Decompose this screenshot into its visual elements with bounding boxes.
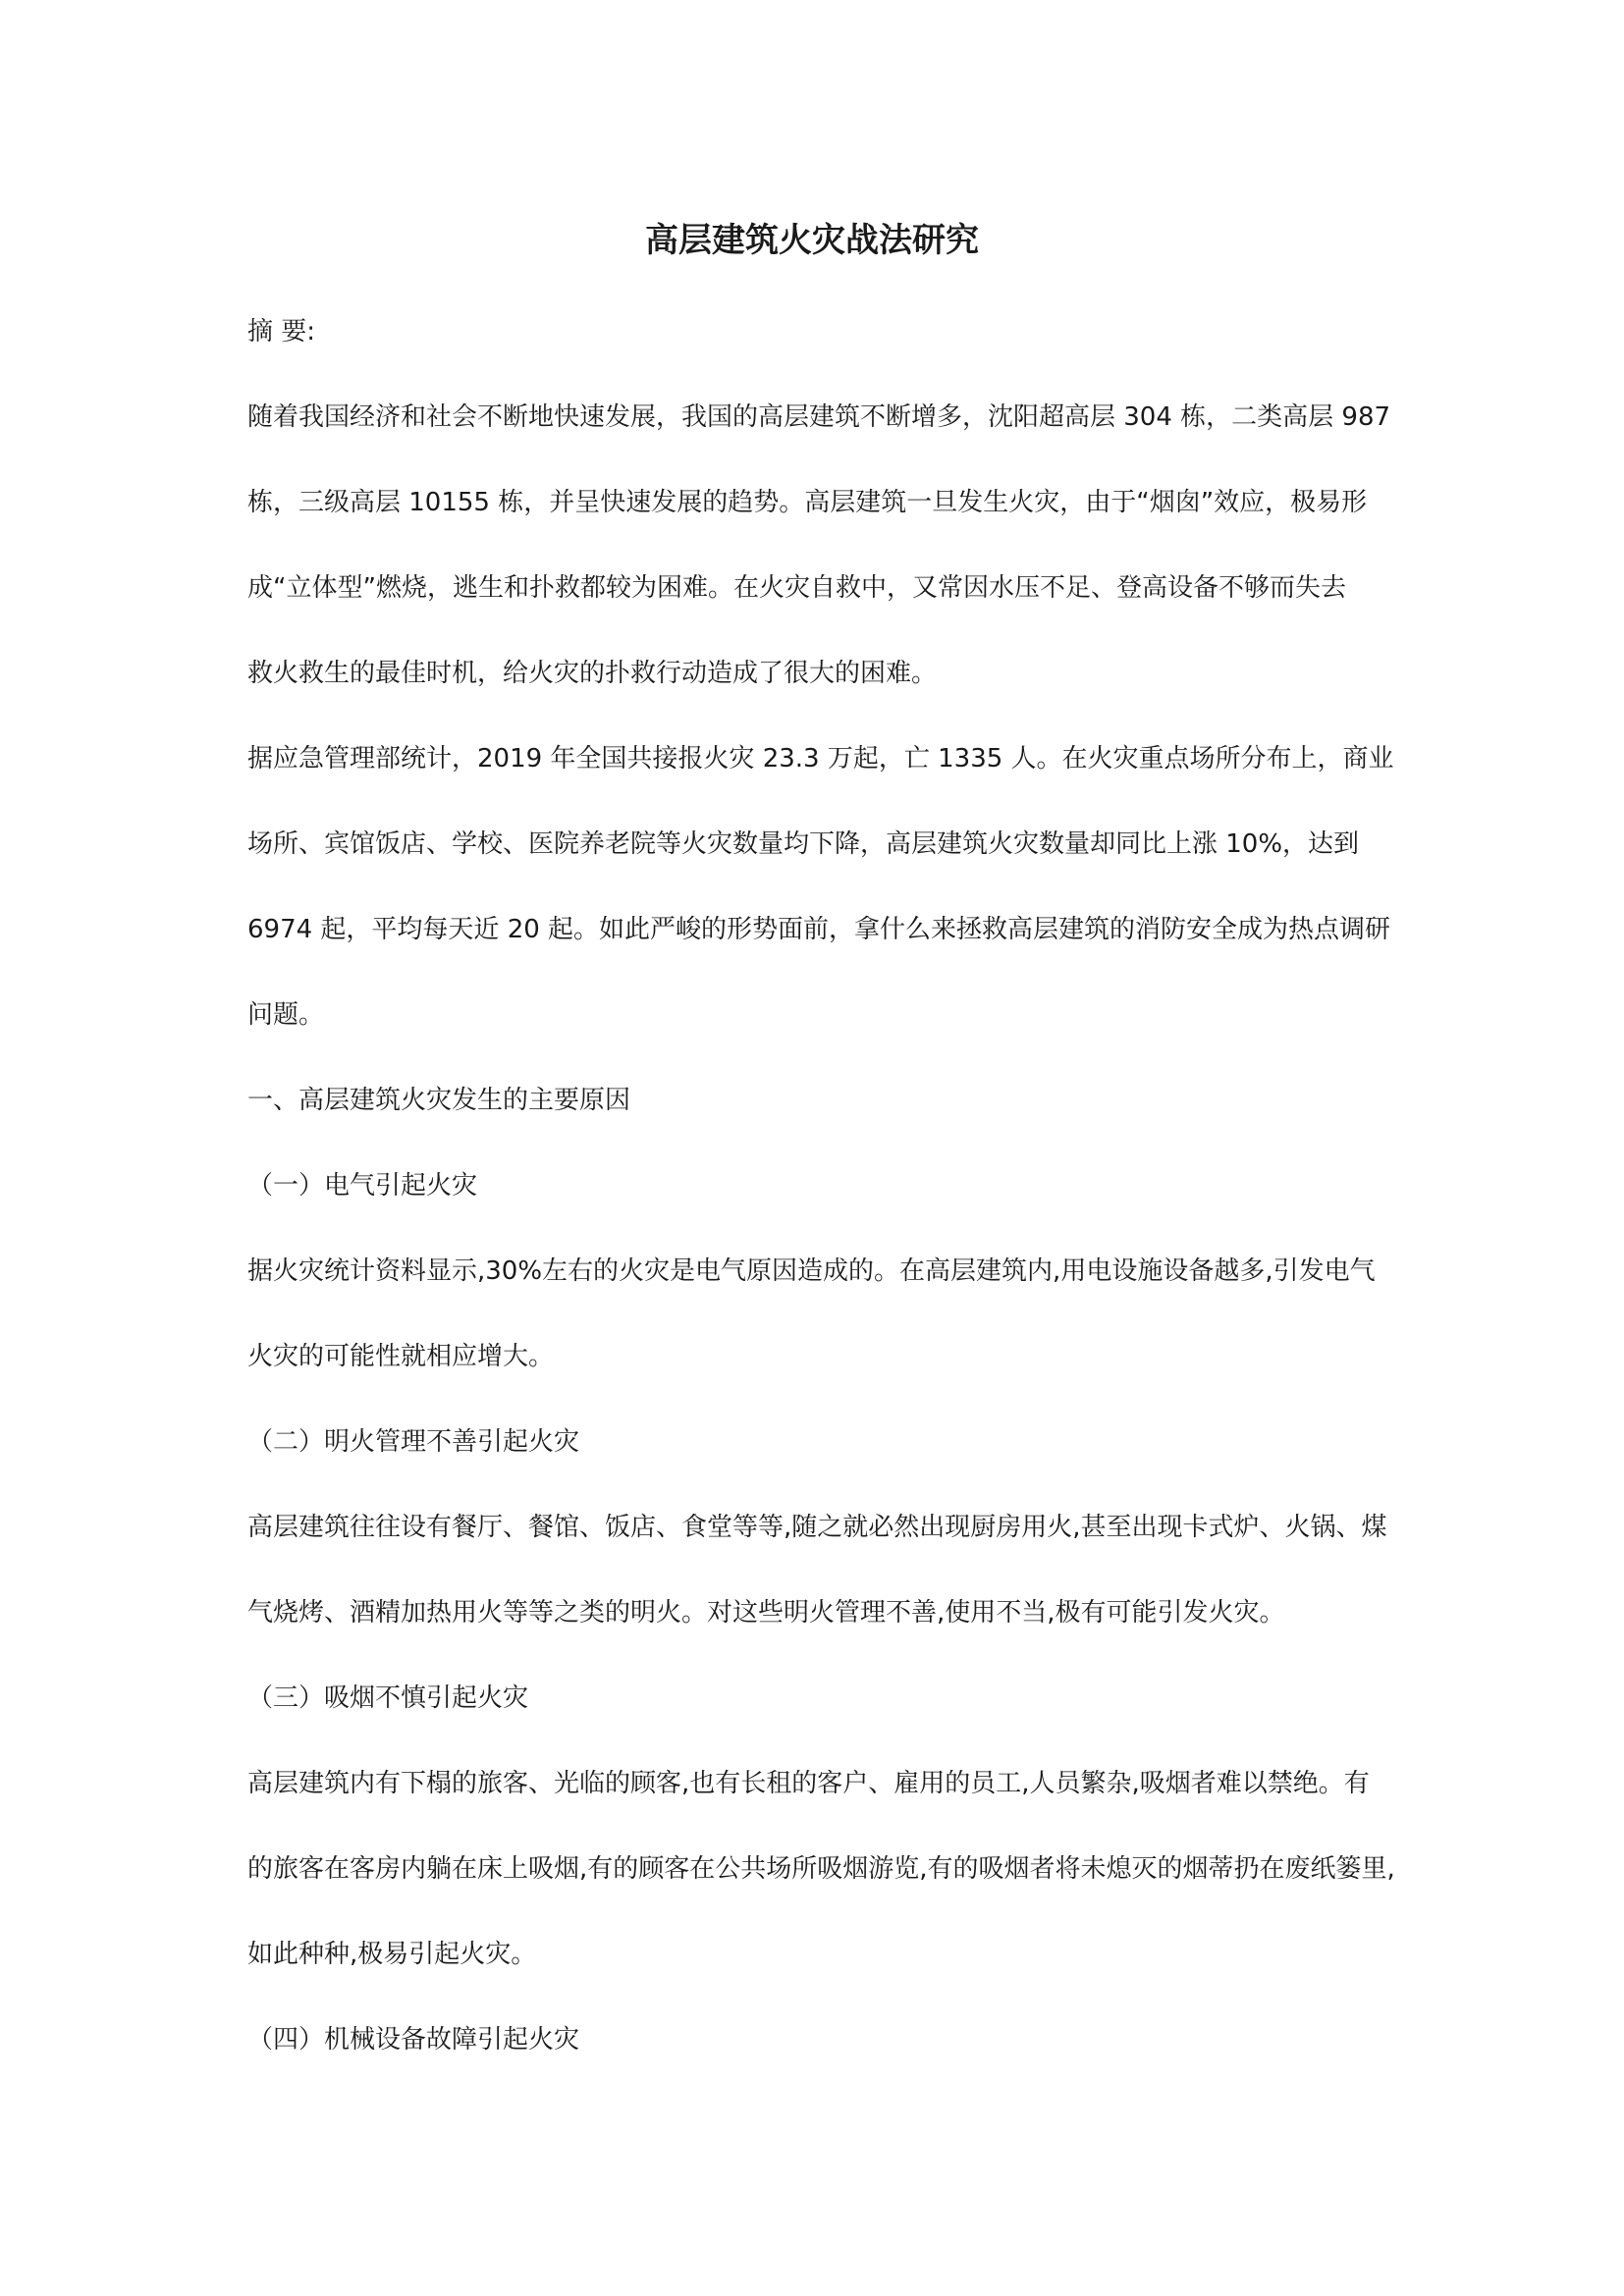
paragraph-1-line-3: 成“立体型”燃烧，逃生和扑救都较为困难。在火灾自救中，又常因水压不足、登高设备不够而失去: [247, 573, 1346, 603]
paragraph-1-line-4: 救火救生的最佳时机，给火灾的扑救行动造成了很大的困难。: [247, 659, 938, 688]
sub-1-line-2: 火灾的可能性就相应增大。: [247, 1342, 555, 1371]
sub-1-line-1: 据火灾统计资料显示,30%左右的火灾是电气原因造成的。在高层建筑内,用电设施设备越多,引发电气: [247, 1256, 1376, 1286]
abstract-label-block: [247, 290, 1386, 375]
sub-3-line-2: 的旅客在客房内躺在床上吸烟,有的顾客在公共场所吸烟游览,有的吸烟者将未熄灭的烟蒂扔在废纸篓里,: [247, 1854, 1395, 1884]
sub-2-line-2: 气烧烤、酒精加热用火等等之类的明火。对这些明火管理不善,使用不当,极有可能引发火灾。: [247, 1598, 1285, 1628]
paragraph-1-line-1: 随着我国经济和社会不断地快速发展，我国的高层建筑不断增多，沈阳超高层 304 栋，二类高层 987: [247, 402, 1391, 432]
section-1-block: [247, 1058, 1395, 2083]
sub-3-line-3: 如此种种,极易引起火灾。: [247, 1940, 537, 1969]
sub-2-line-1: 高层建筑往往设有餐厅、餐馆、饭店、食堂等等,随之就必然出现厨房用火,甚至出现卡式炉、火锅、煤: [247, 1513, 1387, 1542]
sub-1-heading: （一）电气引起火灾: [247, 1171, 478, 1201]
document-title: 高层建筑火灾战法研究: [645, 221, 979, 260]
paragraph-2: [247, 717, 1394, 1058]
paragraph-2-line-1: 据应急管理部统计，2019 年全国共接报火灾 23.3 万起，亡 1335 人。在火灾重点场所分布上，商业: [247, 744, 1394, 774]
paragraph-2-line-3: 6974 起，平均每天近 20 起。如此严峻的形势面前，拿什么来拯救高层建筑的消防安全成为热点调研: [247, 915, 1391, 944]
sub-3-line-1: 高层建筑内有下榻的旅客、光临的顾客,也有长租的客户、雇用的员工,人员繁杂,吸烟者难以禁绝。有: [247, 1769, 1370, 1798]
paragraph-1: [247, 375, 1391, 717]
sub-4-heading: （四）机械设备故障引起火灾: [247, 2025, 580, 2055]
sub-3-heading: （三）吸烟不慎引起火灾: [247, 1683, 529, 1713]
paragraph-2-line-4: 问题。: [247, 1000, 325, 1030]
sub-2-heading: （二）明火管理不善引起火灾: [247, 1427, 580, 1457]
paragraph-1-line-2: 栋，三级高层 10155 栋，并呈快速发展的趋势。高层建筑一旦发生火灾，由于“烟囱”效应，极易形: [247, 488, 1368, 517]
paragraph-2-line-2: 场所、宾馆饭店、学校、医院养老院等火灾数量均下降，高层建筑火灾数量却同比上涨 10%，达到: [247, 829, 1360, 859]
section-1-heading: 一、高层建筑火灾发生的主要原因: [247, 1086, 631, 1115]
abstract-label: 摘 要:: [247, 317, 316, 347]
